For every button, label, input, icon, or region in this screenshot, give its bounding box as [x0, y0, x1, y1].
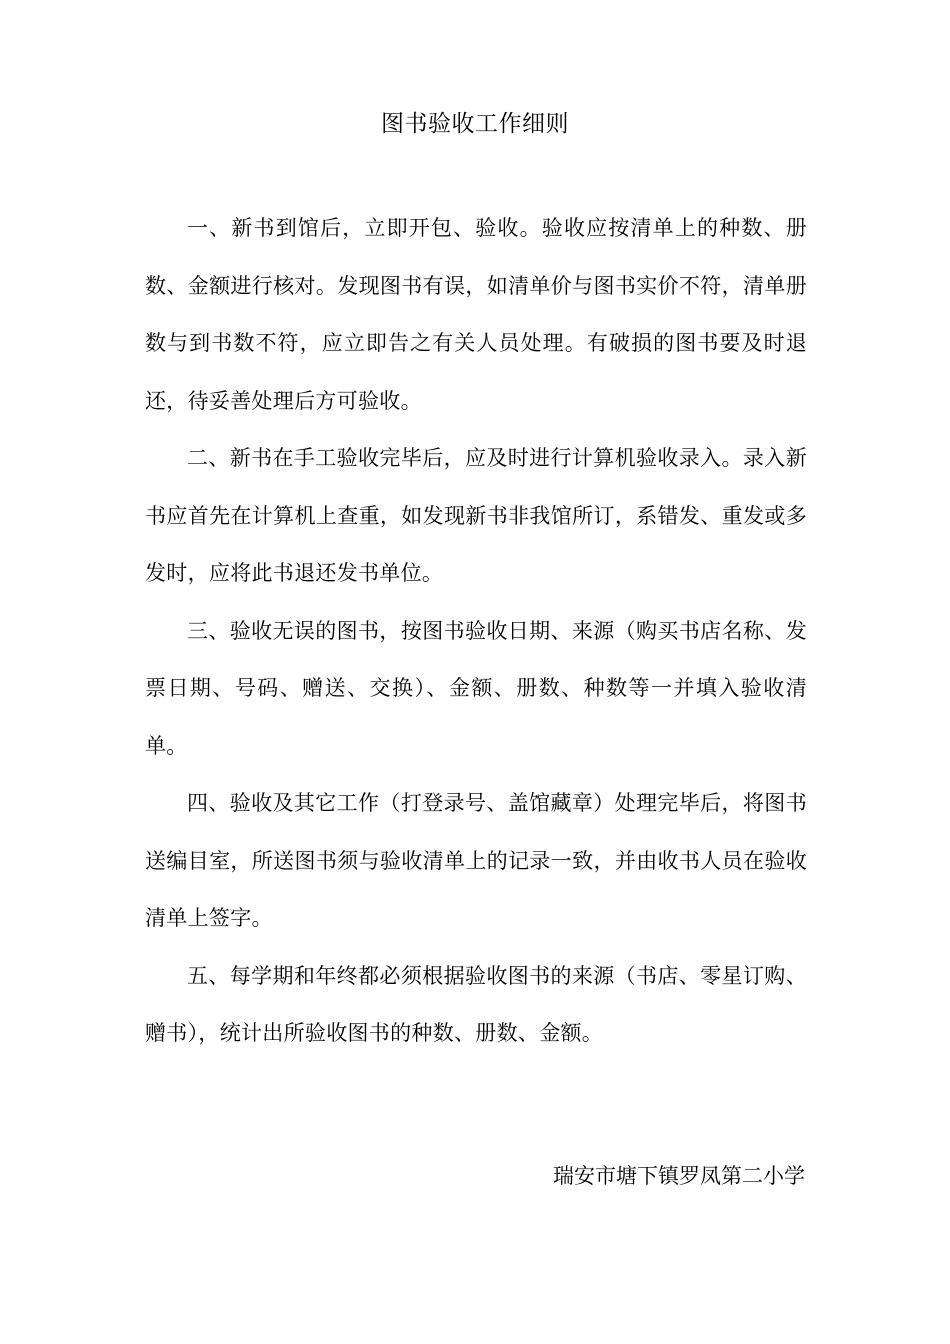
signature-school-name: 瑞安市塘下镇罗凤第二小学: [553, 1164, 805, 1188]
paragraph-1: 一、新书到馆后，立即开包、验收。验收应按清单上的种数、册数、金额进行核对。发现图书有误，如清单价与图书实价不符，清单册数与到书数不符，应立即告之有关人员处理。有破损的图书要及时退还，待妥善处理后方可验收。: [145, 216, 807, 413]
paragraph-2: 二、新书在手工验收完毕后，应及时进行计算机验收录入。录入新书应首先在计算机上查重，如发现新书非我馆所订，系错发、重发或多发时，应将此书退还发书单位。: [145, 446, 807, 585]
paragraph-4: 四、验收及其它工作（打登录号、盖馆藏章）处理完毕后，将图书送编目室，所送图书须与验收清单上的记录一致，并由收书人员在验收清单上签字。: [145, 791, 807, 930]
paragraph-3: 三、验收无误的图书，按图书验收日期、来源（购买书店名称、发票日期、号码、赠送、交换）、金额、册数、种数等一并填入验收清单。: [145, 618, 807, 758]
paragraph-5: 五、每学期和年终都必须根据验收图书的来源（书店、零星订购、赠书），统计出所验收图书的种数、册数、金额。: [145, 963, 807, 1045]
document-body: [145, 200, 807, 1063]
document-title: 图书验收工作细则: [381, 111, 569, 137]
